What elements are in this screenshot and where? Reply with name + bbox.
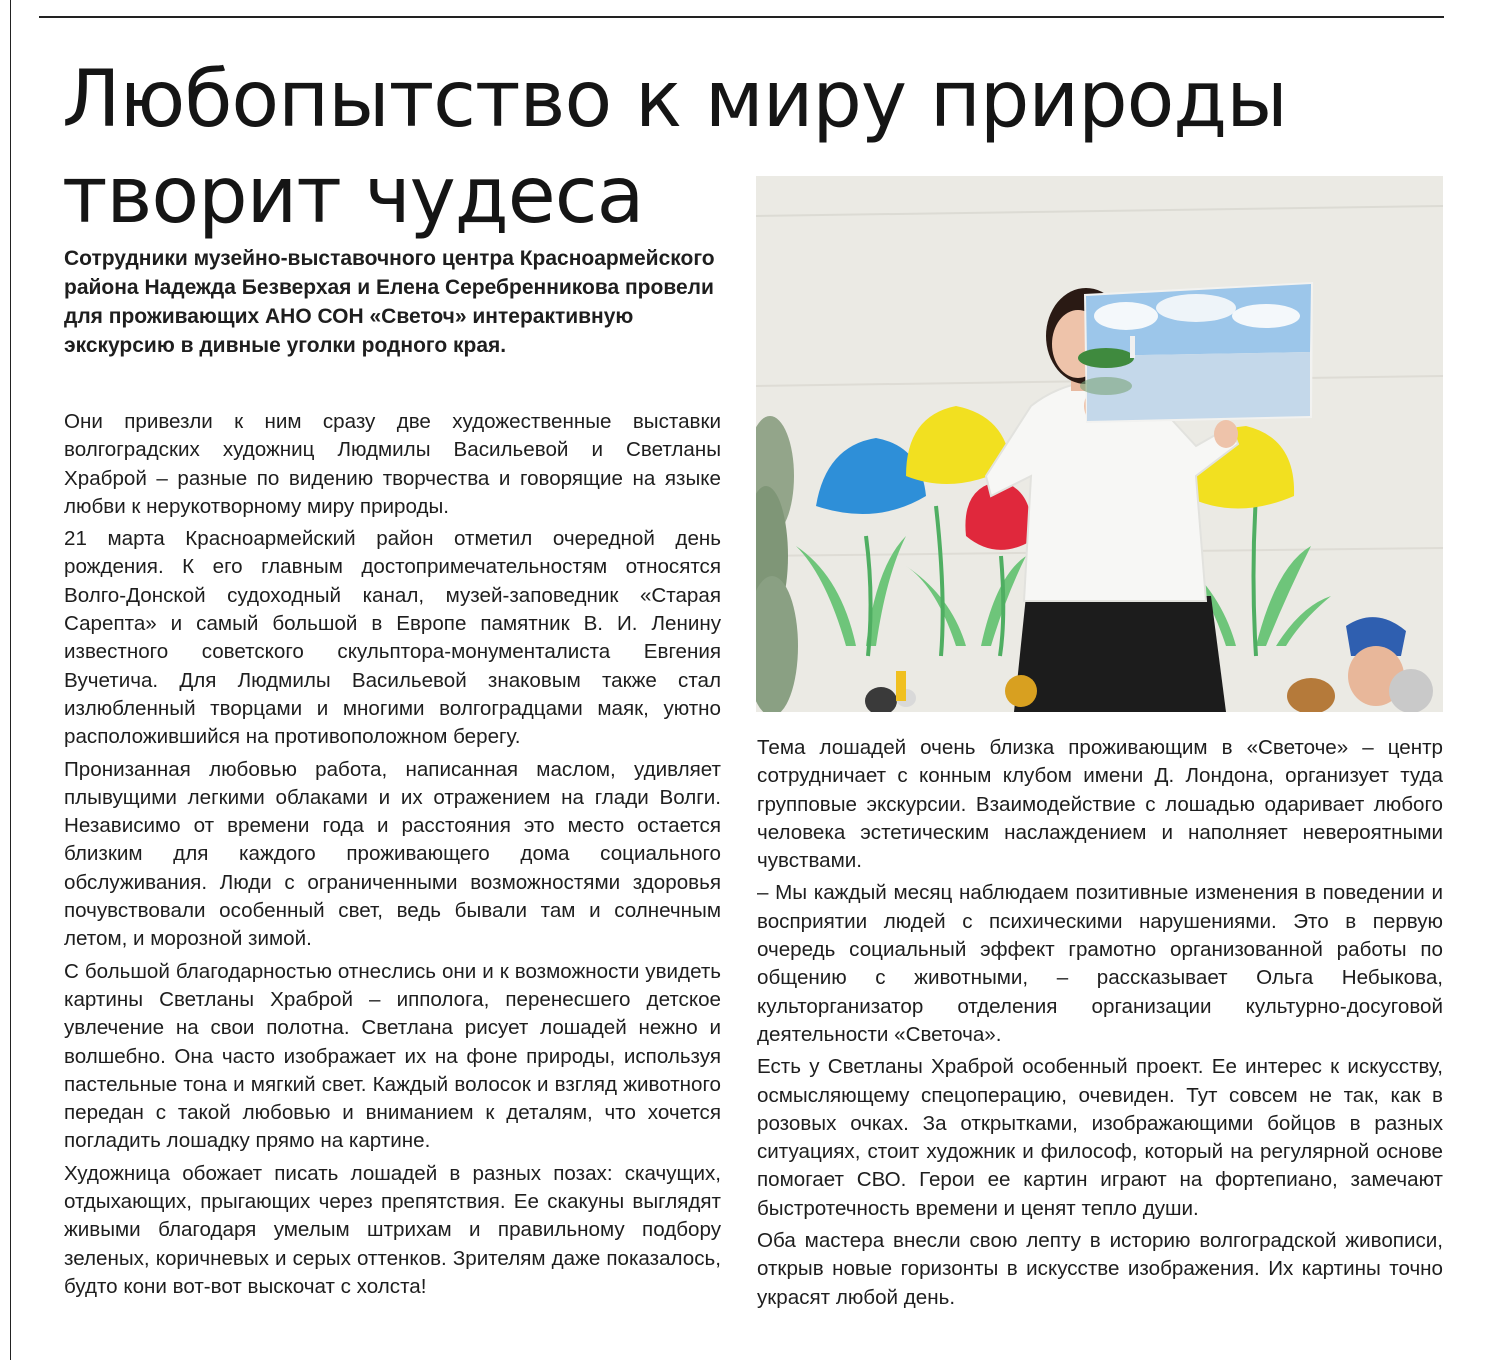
top-rule	[39, 16, 1444, 18]
paragraph: – Мы каждый месяц наблюдаем позитивные изменения в поведении и восприятии людей с психическими нарушениями. Это в первую очередь социальный эффект грамотно организованной работы по общению с животными, – рассказывает Ольга Небыкова, культорганизатор отделения организации культурно-досуговой деятельности «Светоча».	[757, 881, 1443, 1046]
paragraph: Они привезли к ним сразу две художественные выставки волгоградских художниц Людмилы Васильевой и Светланы Храброй – разные по видению творчества и говорящие на языке любви к нерукотворному миру природы.	[64, 410, 721, 518]
paragraph: Оба мастера внесли свою лепту в историю волгоградской живописи, открыв новые горизонты в искусстве изображения. Их картины точно украсят любой день.	[757, 1229, 1443, 1309]
article-column-left	[64, 408, 721, 1305]
paragraph: Художница обожает писать лошадей в разных позах: скачущих, отдыхающих, прыгающих через препятствия. Ее скакуны выглядят живыми благодаря умелым штрихам и правильному подбору зеленых, коричневых и серых оттенков. Зрителям даже показалось, будто кони вот-вот выскочат с холста!	[64, 1161, 721, 1298]
article-lede: Сотрудники музейно-выставочного центра Красноармейского района Надежда Безверхая и Елена Серебренникова провели для проживающих АНО СОН «Светоч» интерактивную экскурсию в дивные уголки родного края.	[64, 247, 715, 357]
paragraph: Есть у Светланы Храброй особенный проект. Ее интерес к искусству, осмысляющему спецоперацию, очевиден. Тут совсем не так, как в розовых очках. За открытками, изображающими бойцов в разных ситуациях, стоит художник и философ, который на регулярной основе помогает СВО. Герои ее картин играют на фортепиано, замечают быстротечность времени и ценят тепло души.	[757, 1055, 1443, 1220]
woman-skirt	[1014, 596, 1226, 712]
paragraph: Тема лошадей очень близка проживающим в «Светоче» – центр сотрудничает с конным клубом имени Д. Лондона, организует туда групповые экскурсии. Взаимодействие с лошадью одаривает любого человека эстетическим наслаждением и наполняет невероятными чувствами.	[757, 736, 1443, 873]
held-painting	[1078, 282, 1313, 423]
column-divider-left	[10, 0, 11, 1360]
paragraph: С большой благодарностью отнеслись они и к возможности увидеть картины Светланы Храброй – ипполога, перенесшего детское увлечение на свои полотна. Светлана рисует лошадей нежно и волшебно. Она часто изображает их на фоне природы, используя пастельные тона и мягкий свет. Каждый волосок и взгляд животного передан с такой любовью и вниманием к деталям, что хочется погладить лошадку прямо на картине.	[64, 959, 721, 1153]
photo-illustration	[756, 176, 1443, 712]
paragraph: 21 марта Красноармейский район отметил очередной день рождения. К его главным достопримечательностям относятся Волго-Донской судоходный канал, музей-заповедник «Старая Сарепта» и самый большой в Европе памятник В. И. Ленину известного советского скульптора-монументалиста Евгения Вучетича. Для Людмилы Васильевой знаковым также стал излюбленный творцами и многими волгоградцами маяк, уютно расположившийся на противоположном берегу.	[64, 527, 721, 749]
article-headline: Любопытство к миру природы творит чудеса	[62, 55, 1287, 241]
paragraph: Пронизанная любовью работа, написанная маслом, удивляет плывущими легкими облаками и их отражением на глади Волги. Независимо от времени года и расстояния это место остается близким для каждого проживающего дома социального обслуживания. Люди с ограниченными возможностями здоровья почувствовали особенный свет, ведь бывали там и солнечным летом, и морозной зимой.	[64, 757, 721, 951]
article-photo	[756, 176, 1443, 712]
article-column-right	[757, 734, 1443, 1316]
